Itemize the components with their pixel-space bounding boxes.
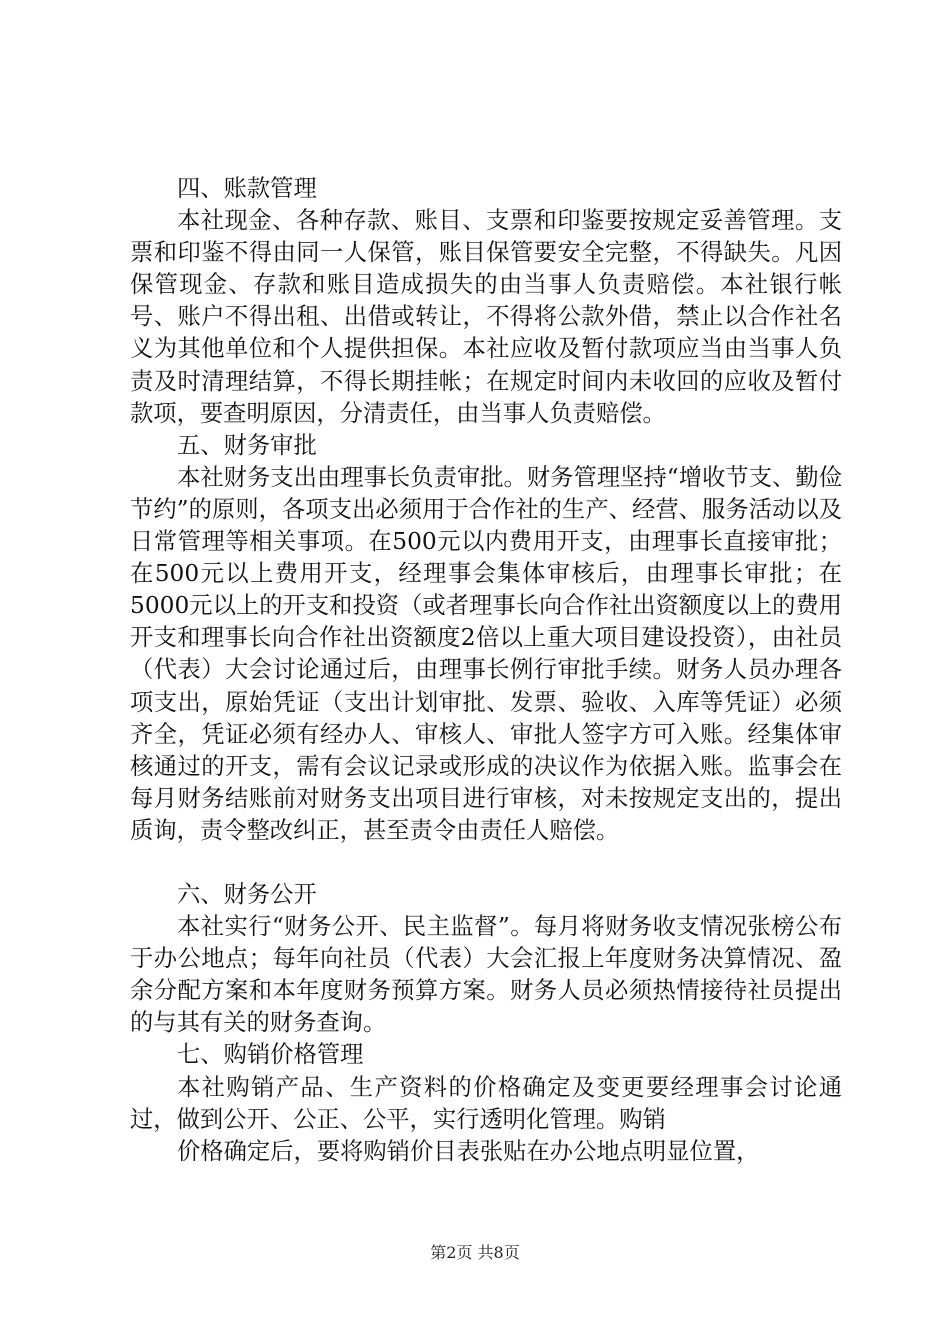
document-body [130,173,842,1168]
page-number-footer: 第2页 共8页 [430,1243,520,1262]
paragraph: 本社购销产品、生产资料的价格确定及变更要经理事会讨论通过，做到公开、公正、公平，实行透明化管理。购销 [130,1073,842,1133]
blank-line [130,847,842,879]
paragraph: 本社现金、各种存款、账目、支票和印鉴要按规定妥善管理。支票和印鉴不得由同一人保管，账目保管要安全完整，不得缺失。凡因保管现金、存款和账目造成损失的由当事人负责赔偿。本社银行帐号、账户不得出租、出借或转让，不得将公款外借，禁止以合作社名义为其他单位和个人提供担保。本社应收及暂付款项应当由当事人负责及时清理结算，不得长期挂帐；在规定时间内未收回的应收及暂付款项，要查明原因，分清责任，由当事人负责赔偿。 [130,207,842,427]
section-heading: 六、财务公开 [177,880,317,908]
paragraph: 价格确定后，要将购销价目表张贴在办公地点明显位置， [177,1137,760,1165]
paragraph: 本社财务支出由理事长负责审批。财务管理坚持“增收节支、勤俭节约”的原则，各项支出必须用于合作社的生产、经营、服务活动以及日常管理等相关事项。在500元以内费用开支，由理事长直接审批；在500元以上费用开支，经理事会集体审核后，由理事长审批；在5000元以上的开支和投资（或者理事长向合作社出资额度以上的费用开支和理事长向合作社出资额度2倍以上重大项目建设投资），由社员（代表）大会讨论通过后，由理事长例行审批手续。财务人员办理各项支出，原始凭证（支出计划审批、发票、验收、入库等凭证）必须齐全，凭证必须有经办人、审核人、审批人签字方可入账。经集体审核通过的开支，需有会议记录或形成的决议作为依据入账。监事会在每月财务结账前对财务支出项目进行审核，对未按规定支出的，提出质询，责令整改纠正，甚至责令由责任人赔偿。 [130,463,842,844]
paragraph: 本社实行“财务公开、民主监督”。每月将财务收支情况张榜公布于办公地点；每年向社员（代表）大会汇报上年度财务决算情况、盈余分配方案和本年度财务预算方案。财务人员必须热情接待社员提出的与其有关的财务查询。 [130,913,842,1037]
section-heading: 七、购销价格管理 [177,1041,364,1069]
section-heading: 五、财务审批 [177,431,317,459]
section-heading: 四、账款管理 [177,175,317,202]
